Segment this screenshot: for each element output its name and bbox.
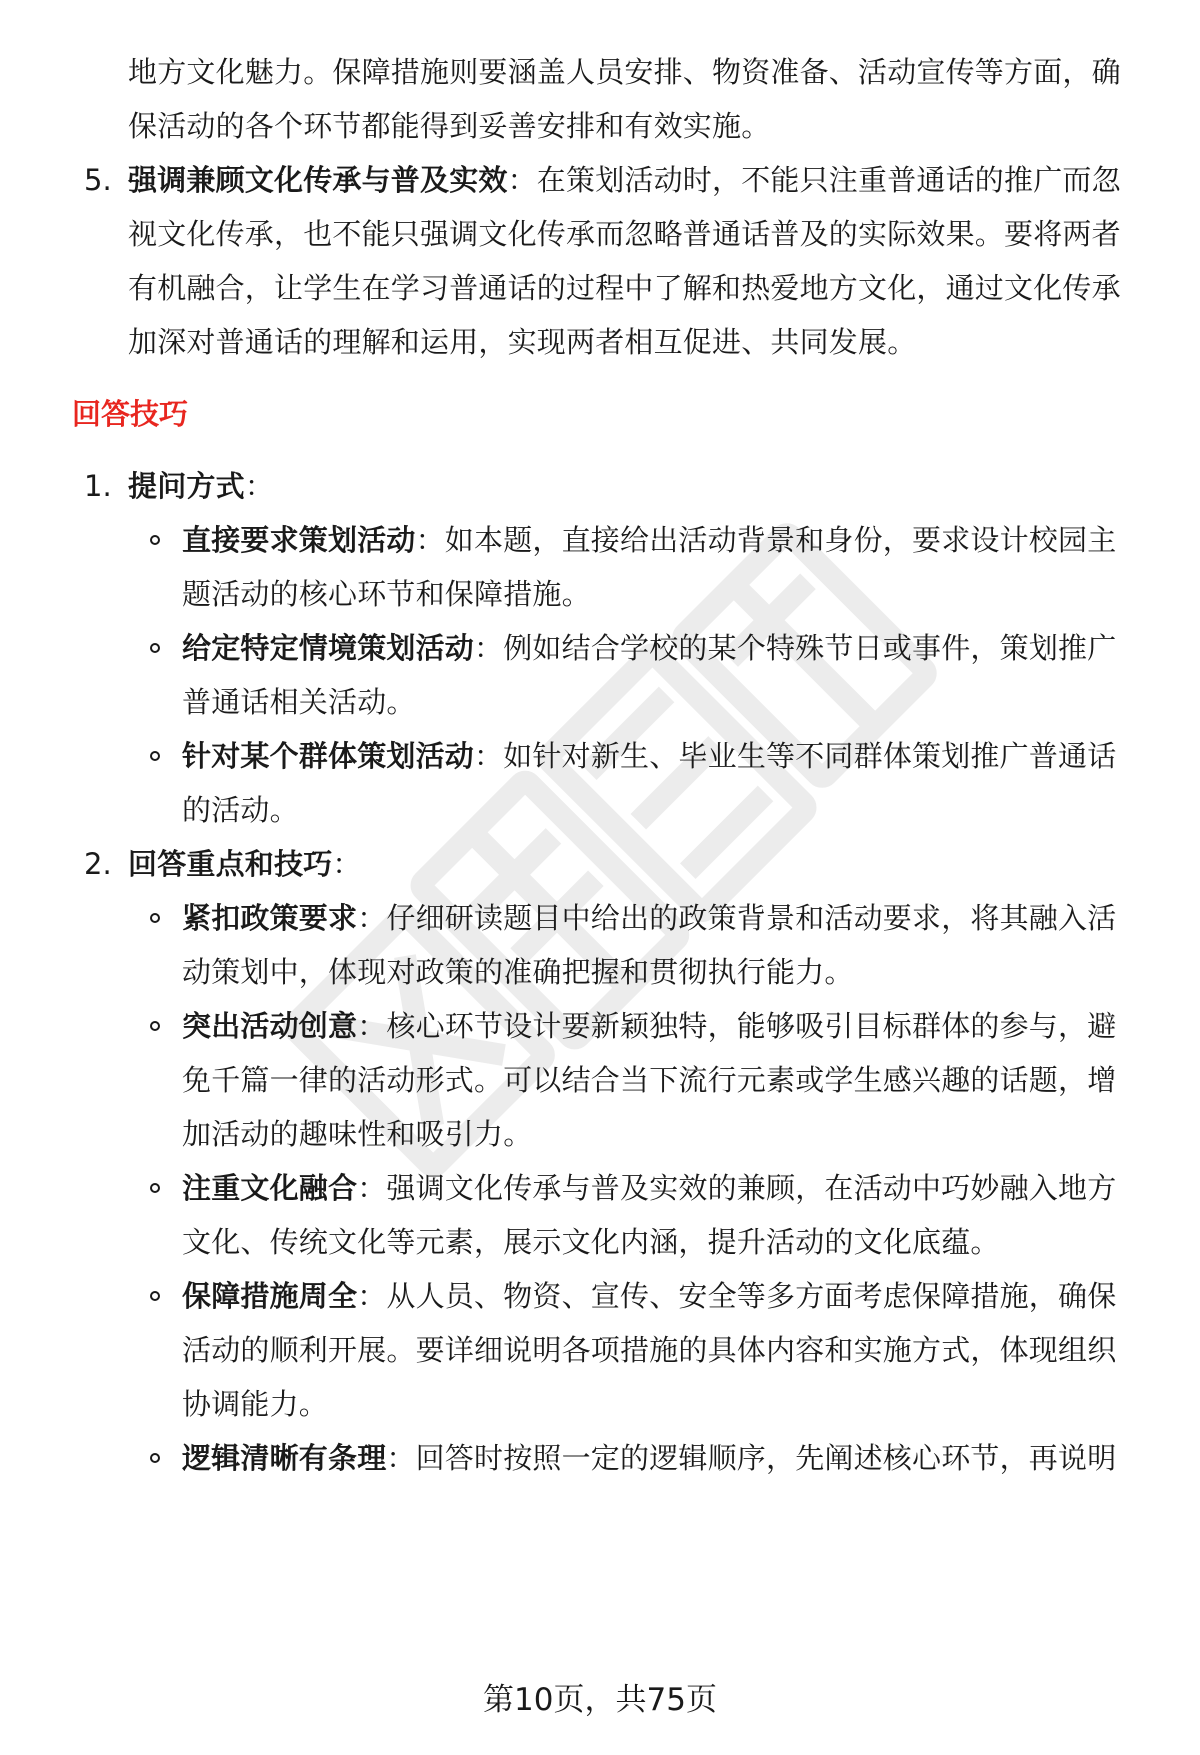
- q2-bullet-1-line-2: 动策划中，体现对政策的准确把握和贯彻执行能力。: [182, 955, 854, 989]
- bullet-icon: [150, 1021, 160, 1031]
- bullet-icon: [150, 751, 160, 761]
- q2-bullet-1-line-1: 紧扣政策要求：仔细研读题目中给出的政策背景和活动要求，将其融入活: [182, 901, 1117, 935]
- q2-bullet-5-heading: 逻辑清晰有条理: [182, 1441, 387, 1475]
- q2-bullet-2-line-2: 免千篇一律的活动形式。可以结合当下流行元素或学生感兴趣的话题，增: [182, 1063, 1117, 1097]
- q2-bullet-2-line-1: 突出活动创意：核心环节设计要新颖独特，能够吸引目标群体的参与，避: [182, 1009, 1117, 1043]
- q2-bullet-4-line-1: 保障措施周全：从人员、物资、宣传、安全等多方面考虑保障措施，确保: [182, 1279, 1117, 1313]
- intro-line-1: 地方文化魅力。保障措施则要涵盖人员安排、物资准备、活动宣传等方面，确: [128, 55, 1121, 89]
- intro-line-2: 保活动的各个环节都能得到妥善安排和有效实施。: [128, 109, 771, 143]
- q1-heading: 提问方式: [128, 469, 245, 503]
- q1-heading-line: 提问方式：: [128, 469, 275, 503]
- q1-number: 1.: [84, 469, 112, 503]
- bullet-icon: [150, 535, 160, 545]
- q2-bullet-4-heading: 保障措施周全: [182, 1279, 358, 1313]
- q1-bullet-3-line-2: 的活动。: [182, 793, 299, 827]
- item-5-line-3: 有机融合，让学生在学习普通话的过程中了解和热爱地方文化，通过文化传承: [128, 271, 1121, 305]
- item-5-heading: 强调兼顾文化传承与普及实效: [128, 163, 508, 197]
- q1-bullet-3-line-1: 针对某个群体策划活动：如针对新生、毕业生等不同群体策划推广普通话: [182, 739, 1117, 773]
- q1-bullet-1-heading: 直接要求策划活动: [182, 523, 416, 557]
- q1-bullet-2-line-1: 给定特定情境策划活动：例如结合学校的某个特殊节日或事件，策划推广: [182, 631, 1117, 665]
- item-5-text: ：在策划活动时，不能只注重普通话的推广而忽: [507, 163, 1121, 197]
- q1-bullet-2-line-2: 普通话相关活动。: [182, 685, 416, 719]
- q2-bullet-4-line-3: 协调能力。: [182, 1387, 329, 1421]
- q2-bullet-1-heading: 紧扣政策要求: [182, 901, 358, 935]
- q2-heading-line: 回答重点和技巧：: [128, 847, 362, 881]
- bullet-icon: [150, 1291, 160, 1301]
- item-5-line-1: [128, 160, 1121, 200]
- bullet-icon: [150, 643, 160, 653]
- bullet-icon: [150, 1453, 160, 1463]
- q2-bullet-5-line-1: 逻辑清晰有条理：回答时按照一定的逻辑顺序，先阐述核心环节，再说明: [182, 1441, 1117, 1475]
- q2-number: 2.: [84, 847, 112, 881]
- q2-bullet-3-heading: 注重文化融合: [182, 1171, 358, 1205]
- q2-bullet-3-line-1: 注重文化融合：强调文化传承与普及实效的兼顾，在活动中巧妙融入地方: [182, 1171, 1117, 1205]
- bullet-icon: [150, 1183, 160, 1193]
- section-title: 回答技巧: [72, 397, 189, 431]
- q1-bullet-2-heading: 给定特定情境策划活动: [182, 631, 475, 665]
- q1-bullet-3-heading: 针对某个群体策划活动: [182, 739, 475, 773]
- item-5-line-2: 视文化传承，也不能只强调文化传承而忽略普通话普及的实际效果。要将两者: [128, 217, 1121, 251]
- q2-bullet-2-line-3: 加活动的趣味性和吸引力。: [182, 1117, 533, 1151]
- bullet-icon: [150, 913, 160, 923]
- q1-bullet-1-line-1: 直接要求策划活动：如本题，直接给出活动背景和身份，要求设计校园主: [182, 523, 1117, 557]
- q2-bullet-2-heading: 突出活动创意: [182, 1009, 358, 1043]
- item-5-line-4: 加深对普通话的理解和运用，实现两者相互促进、共同发展。: [128, 325, 917, 359]
- q1-bullet-1-line-2: 题活动的核心环节和保障措施。: [182, 577, 591, 611]
- item-5-number: 5.: [84, 163, 112, 197]
- q2-bullet-3-line-2: 文化、传统文化等元素，展示文化内涵，提升活动的文化底蕴。: [182, 1225, 1000, 1259]
- q2-bullet-4-line-2: 活动的顺利开展。要详细说明各项措施的具体内容和实施方式，体现组织: [182, 1333, 1117, 1367]
- page-number-footer: 第10页，共75页: [483, 1682, 717, 1718]
- q2-heading: 回答重点和技巧: [128, 847, 333, 881]
